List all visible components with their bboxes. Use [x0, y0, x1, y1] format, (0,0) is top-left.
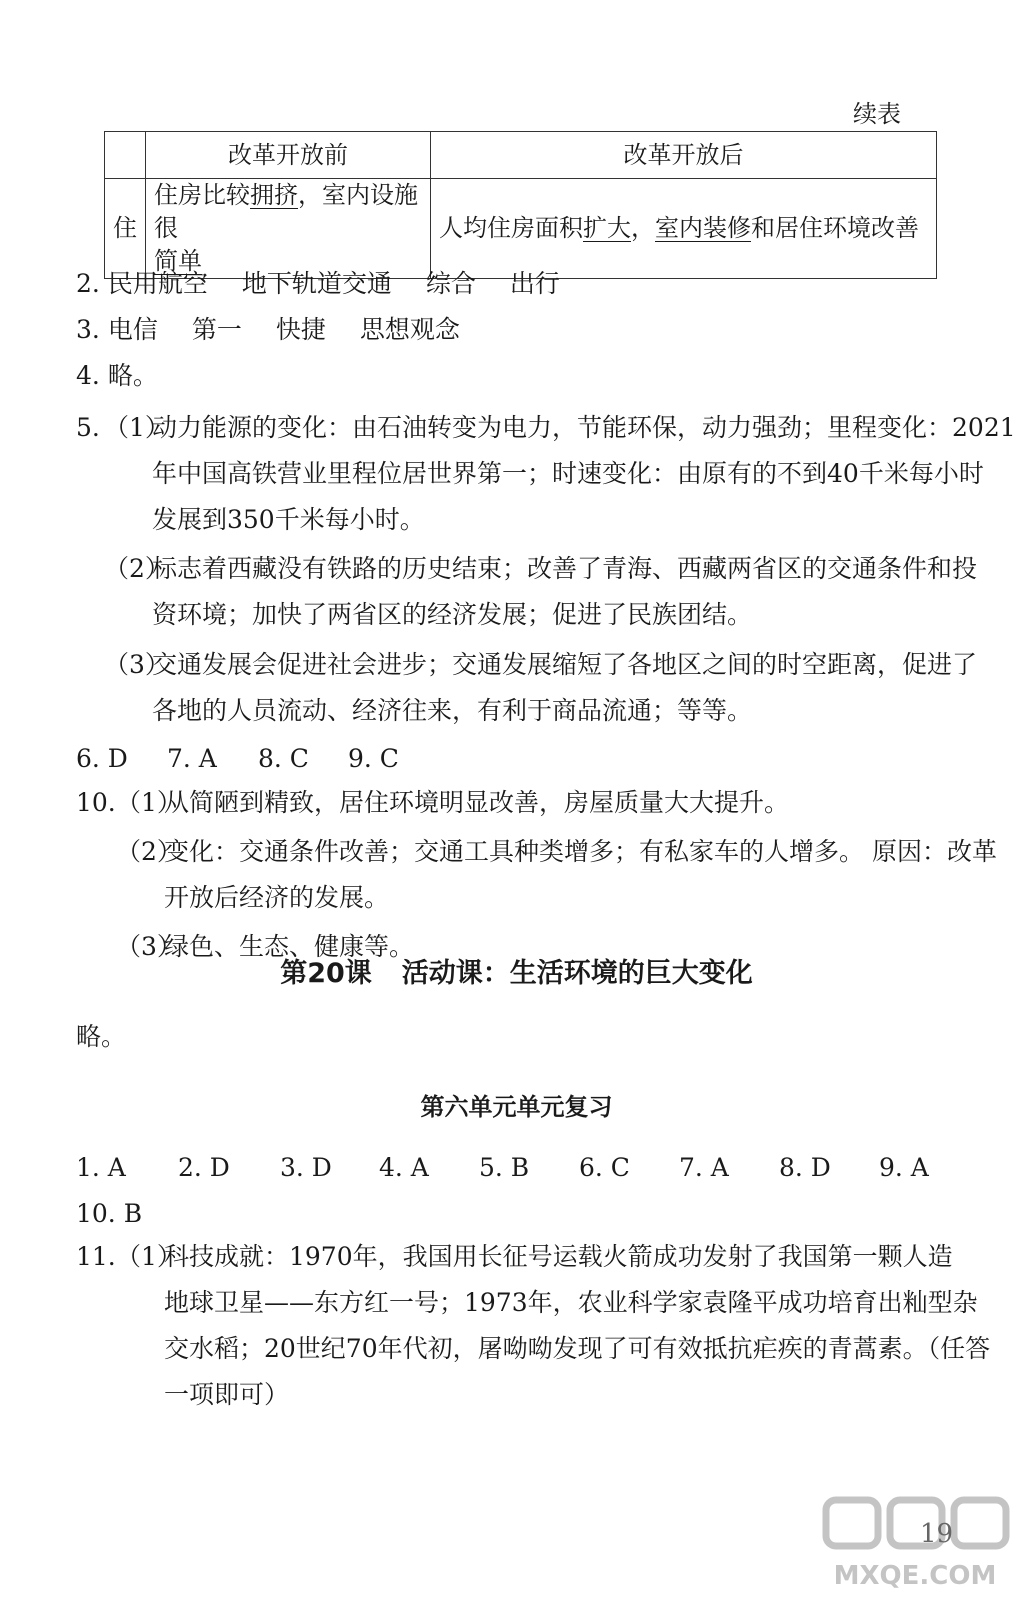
answer-q8: 8. C: [258, 744, 309, 773]
page-number: 19: [920, 1519, 954, 1549]
q11-number: 11.: [76, 1242, 116, 1271]
table-header-before: 改革开放前: [146, 132, 431, 179]
unit-answer: 1. A: [76, 1153, 126, 1182]
q10-part2-line: 变化：交通条件改善；交通工具种类增多；有私家车的人增多。 原因：改革: [164, 837, 997, 866]
lesson-number: 第20课: [280, 958, 372, 989]
q11-line: 地球卫星——东方红一号；1973年，农业科学家袁隆平成功培育出籼型杂: [164, 1288, 978, 1317]
answer-q9: 9. C: [348, 744, 399, 773]
unit-answer: 4. A: [379, 1153, 429, 1182]
lesson-title: [0, 951, 1033, 990]
q4-number: 4.: [76, 361, 100, 390]
answer-q3: 3. 电信 第一 快捷 思想观念: [76, 315, 460, 344]
table-cell-before: 住房比较拥挤，室内设施很 简单: [146, 179, 431, 279]
q5-part3-marker: （3）: [104, 650, 170, 679]
answer-q4: 4. 略。: [76, 361, 158, 390]
unit-answer: 6. C: [579, 1153, 630, 1182]
answer-q7: 7. A: [167, 744, 217, 773]
table-header-row: [105, 132, 937, 179]
q10-part1-line: 从简陋到精致，居住环境明显改善，房屋质量大大提升。: [164, 788, 790, 817]
q5-part1-line: 动力能源的变化：由石油转变为电力，节能环保，动力强劲；里程变化：2021: [152, 413, 1016, 442]
q11-line: 科技成就：1970年，我国用长征号运载火箭成功发射了我国第一颗人造: [164, 1242, 953, 1271]
q5-part3-line: 各地的人员流动、经济往来，有利于商品流通；等等。: [152, 696, 753, 725]
unit-answer: 7. A: [679, 1153, 729, 1182]
q10-part1-marker: （1）: [116, 788, 182, 817]
q5-part2-line: 标志着西藏没有铁路的历史结束；改善了青海、西藏两省区的交通条件和投: [152, 554, 978, 583]
answer-q6: 6. D: [76, 744, 128, 773]
q11-line: 一项即可）: [164, 1380, 290, 1409]
unit-answer: 2. D: [178, 1153, 230, 1182]
q5-part3-line: 交通发展会促进社会进步；交通发展缩短了各地区之间的时空距离，促进了: [152, 650, 978, 679]
unit-answer: 8. D: [779, 1153, 831, 1182]
table-row-label: 住: [105, 179, 146, 279]
q2-number: 2.: [76, 269, 100, 298]
q3-number: 3.: [76, 315, 100, 344]
q10-part3-marker: （3）: [116, 932, 182, 961]
unit-answer: 9. A: [879, 1153, 929, 1182]
table-header-corner: [105, 132, 146, 179]
lesson-name: 活动课：生活环境的巨大变化: [401, 958, 753, 989]
q5-part2-marker: （2）: [104, 554, 170, 583]
q11-line: 交水稻；20世纪70年代初，屠呦呦发现了可有效抵抗疟疾的青蒿素。（任答: [164, 1334, 991, 1363]
unit-answer: 3. D: [280, 1153, 332, 1182]
watermark-text: MXQE.COM: [833, 1561, 997, 1591]
answer-q2: 2. 民用航空 地下轨道交通 综合 出行: [76, 269, 560, 298]
lesson20-answer: 略。: [76, 1022, 127, 1051]
q5-part2-line: 资环境；加快了两省区的经济发展；促进了民族团结。: [152, 600, 753, 629]
table-row: [105, 179, 937, 279]
q5-part1-line: 发展到350千米每小时。: [152, 505, 425, 534]
q5-part1-marker: （1）: [104, 413, 170, 442]
table-header-after: 改革开放后: [431, 132, 937, 179]
watermark-logo: [818, 1492, 1013, 1592]
unit-answer: 10. B: [76, 1199, 143, 1228]
q10-part2-marker: （2）: [116, 837, 182, 866]
q5-part1-line: 年中国高铁营业里程位居世界第一；时速变化：由原有的不到40千米每小时: [152, 459, 984, 488]
q10-number: 10.: [76, 788, 116, 817]
table-cell-after: 人均住房面积扩大，室内装修和居住环境改善: [431, 179, 937, 279]
q10-part2-line: 开放后经济的发展。: [164, 883, 390, 912]
unit-answer: 5. B: [479, 1153, 530, 1182]
q10-part3-line: 绿色、生态、健康等。: [164, 932, 415, 961]
unit-review-title: 第六单元单元复习: [420, 1093, 613, 1121]
q5-number: 5.: [76, 413, 100, 442]
q11-part1-marker: （1）: [116, 1242, 182, 1271]
continued-table-label: 续表: [853, 100, 901, 128]
comparison-table: [104, 131, 937, 279]
